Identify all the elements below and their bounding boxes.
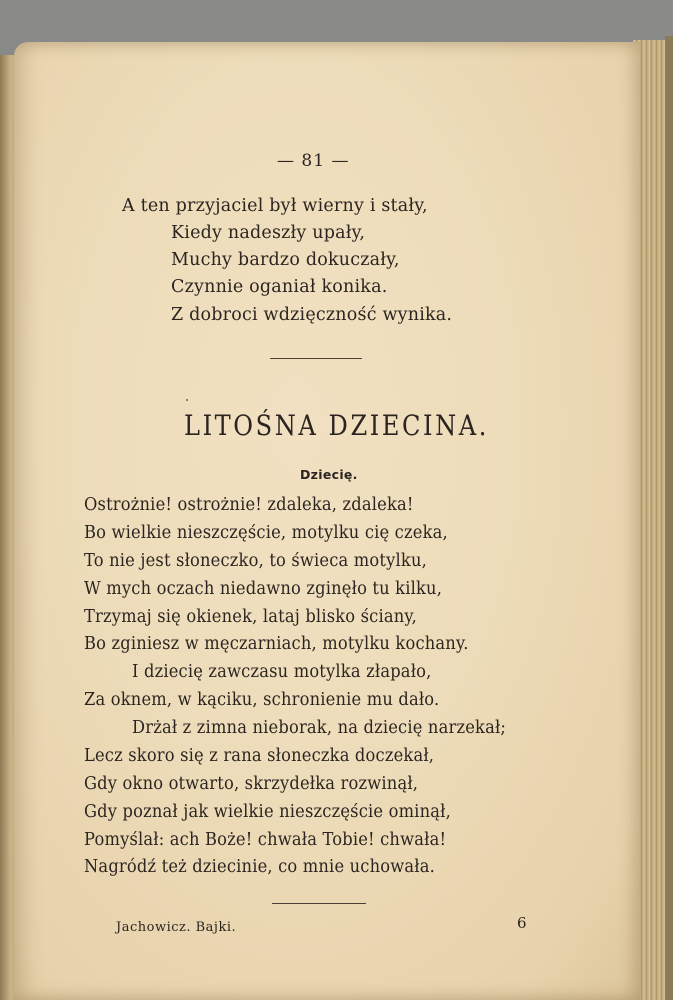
verse-line: Czynnie oganiał konika.: [171, 277, 388, 297]
poem-line: Pomyślał: ach Boże! chwała Tobie! chwała!: [84, 830, 447, 850]
poem-line: Bo wielkie nieszczęście, motylku cię czeka,: [84, 523, 448, 543]
poem-line: Trzymaj się okienek, lataj blisko ściany,: [84, 607, 418, 627]
verse-line: A ten przyjaciel był wierny i stały,: [122, 196, 428, 216]
paper-speck: [186, 399, 188, 401]
poem-line: Lecz skoro się z rana słoneczka doczekał,: [84, 746, 435, 766]
poem-line: Gdy poznał jak wielkie nieszczęście ominął,: [84, 802, 451, 822]
poem-line: Bo zginiesz w męczarniach, motylku kochany.: [84, 634, 469, 654]
poem-line: Gdy okno otwarto, skrzydełka rozwinął,: [84, 774, 419, 794]
poem-line: Nagródź też dziecinie, co mnie uchowała.: [84, 857, 435, 877]
section-title: LITOŚNA DZIECINA.: [184, 409, 489, 442]
page-number: — 81 —: [277, 151, 350, 171]
poem-line: Ostrożnie! ostrożnie! zdaleka, zdaleka!: [84, 495, 414, 515]
footer-source: Jachowicz. Bajki.: [116, 920, 237, 935]
end-divider: [272, 903, 366, 904]
poem-line: Drżał z zimna nieborak, na dziecię narzekał;: [132, 718, 507, 738]
poem-line: I dziecię zawczasu motylka złapało,: [132, 662, 432, 682]
poem-line: To nie jest słoneczko, to świeca motylku,: [84, 551, 427, 571]
verse-line: Muchy bardzo dokuczały,: [171, 250, 400, 270]
book-cover-edge: [665, 36, 673, 1000]
section-subtitle: Dziecię.: [300, 467, 358, 482]
verse-line: Kiedy nadeszły upały,: [171, 223, 366, 243]
sheet-signature: 6: [517, 914, 527, 932]
poem-line: W mych oczach niedawno zginęło tu kilku,: [84, 579, 443, 599]
page-sheet: [14, 42, 640, 1000]
verse-line: Z dobroci wdzięczność wynika.: [171, 305, 453, 325]
section-divider: [270, 358, 362, 359]
poem-line: Za oknem, w kąciku, schronienie mu dało.: [84, 690, 440, 710]
